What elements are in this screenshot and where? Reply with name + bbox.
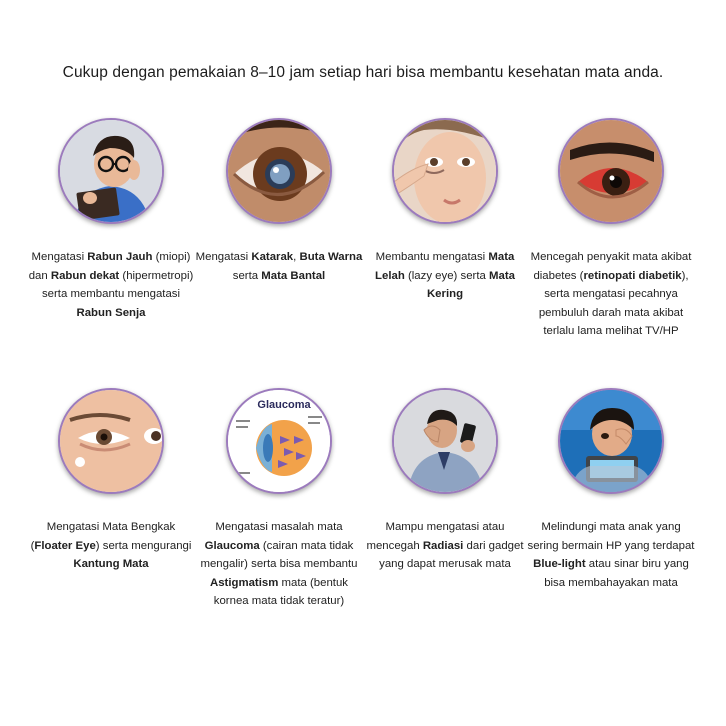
caption-highlight: Mata Lelah [375,251,515,282]
caption-text: Melindungi mata anak yang sering bermain HP yang terdapat [527,521,695,552]
caption-radiation [361,518,529,574]
caption-text: Mengatasi masalah mata [215,521,343,533]
red-eye-photo-icon [558,118,664,224]
caption-text: (lazy eye) serta [404,269,489,282]
benefit-item-tired-eye [361,118,529,304]
caption-highlight: Astigmatism [209,576,279,589]
caption-red-eye [527,248,695,341]
benefit-item-radiation [361,388,529,574]
caption-myopia [27,248,195,322]
page-headline: Cukup dengan pemakaian 8–10 jam setiap hari bisa membantu kesehatan mata anda. [62,64,664,81]
caption-cataract [195,248,363,285]
benefit-item-puffy-eye [27,388,195,574]
caption-highlight: Floater Eye [34,539,96,552]
puffy-eye-photo-icon [58,388,164,494]
benefit-item-cataract [195,118,363,285]
cataract-eye-photo-icon [226,118,332,224]
glaucoma-diagram-title: Glaucoma [257,399,311,411]
benefit-item-myopia [27,118,195,322]
caption-text: serta [232,269,262,282]
caption-text: (miopi) dan [28,251,191,282]
caption-blue-light [527,518,695,592]
caption-text: dari gadget yang dapat merusak mata [379,539,524,570]
caption-text: mata (bentuk kornea mata tidak teratur) [213,576,349,607]
caption-highlight: Rabun Jauh [87,251,153,263]
caption-text: Mengatasi [31,251,88,263]
caption-highlight: Buta Warna [299,251,363,263]
caption-highlight: Rabun Senja [76,306,146,319]
caption-text: ), serta mengatasi pecahnya pembuluh darah mata akibat terlalu lama melihat TV/HP [538,269,689,337]
caption-glaucoma [195,518,363,611]
caption-highlight: Katarak [251,251,294,263]
caption-highlight: Mata Bantal [261,269,326,282]
caption-highlight: Radiasi [422,539,464,552]
benefit-item-red-eye [527,118,695,341]
benefit-item-blue-light [527,388,695,592]
caption-text: , [293,251,300,263]
caption-text: Mencegah penyakit mata akibat diabetes ( [530,251,692,282]
caption-highlight: Kantung Mata [73,558,149,570]
caption-highlight: Mata Kering [426,269,515,300]
caption-text: atau sinar biru yang bisa membahayakan mata [544,558,689,589]
child-tablet-photo-icon [558,388,664,494]
caption-text: ) serta mengurangi [95,539,192,552]
myopia-reader-photo-icon [58,118,164,224]
caption-text: Mengatasi [195,251,252,263]
caption-tired-eye [361,248,529,304]
caption-puffy-eye [27,518,195,574]
caption-text: Mampu mengatasi atau mencegah [366,521,505,552]
caption-highlight: Blue-light [533,558,586,570]
glaucoma-diagram-icon [226,388,332,494]
caption-text: Membantu mengatasi [375,251,489,263]
tired-eye-woman-photo-icon [392,118,498,224]
benefit-item-glaucoma [195,388,363,611]
caption-text: (hipermetropi) serta membantu mengatasi [41,269,194,300]
man-phone-photo-icon [392,388,498,494]
caption-text: Mengatasi Mata Bengkak ( [30,521,176,552]
caption-highlight: retinopati diabetik [583,269,682,282]
caption-highlight: Glaucoma [204,539,260,552]
caption-text: (cairan mata tidak mengalir) serta bisa membantu [200,539,358,570]
caption-highlight: Rabun dekat [50,269,120,282]
